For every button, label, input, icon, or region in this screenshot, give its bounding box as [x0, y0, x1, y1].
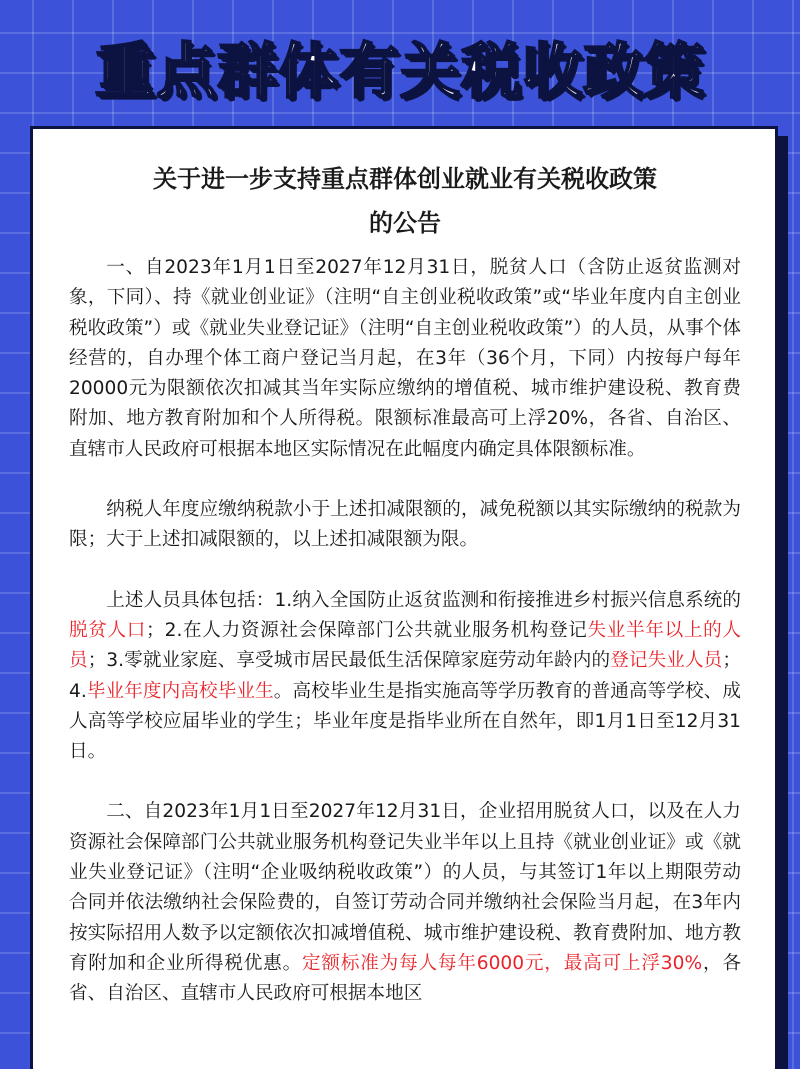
document-title-line-2: 的公告 [369, 209, 441, 237]
highlight-quota-standard: 定额标准为每人每年6000元，最高可上浮30% [302, 952, 703, 974]
highlight-poverty-population: 脱贫人口 [69, 619, 147, 641]
header-banner [0, 22, 800, 112]
page-title: 重点群体有关税收政策 [95, 37, 705, 107]
paragraph-2: 纳税人年度应缴纳税款小于上述扣减限额的，减免税额以其实际缴纳的税款为限；大于上述扣减限额的，以上述扣减限额为限。 [69, 499, 741, 551]
paragraph-1: 一、自2023年1月1日至2027年12月31日，脱贫人口（含防止返贫监测对象，下同）、持《就业创业证》（注明“自主创业税收政策”或“毕业年度内自主创业税收政策”）或《就业失业登记证》（注明“自主创业税收政策”）的人员，从事个体经营的，自办理个体工商户登记当月起，在3年（36个月，下同）内按每户每年20000元为限额依次扣减其当年实际应缴纳的增值税、城市维护建设税、教育费附加、地方教育附加和个人所得税。限额标准最高可上浮20%，各省、自治区、直辖市人民政府可根据本地区实际情况在此幅度内确定具体限额标准。 [69, 257, 741, 460]
document-title-line-1: 关于进一步支持重点群体创业就业有关税收政策 [153, 165, 657, 193]
paragraph-3 [69, 586, 741, 768]
paragraph-3-text-a: 上述人员具体包括：1.纳入全国防止返贫监测和衔接推进乡村振兴信息系统的 [106, 589, 741, 611]
paragraph-3-text-e: 。高校毕业生是指实施高等学历教育的普通高等学校、成人高等学校应届毕业的学生；毕业年度是指毕业所在自然年，即1月1日至12月31日。 [69, 680, 741, 763]
document-card [30, 126, 778, 1069]
paragraph-3-text-c: ；3.零就业家庭、享受城市居民最低生活保障家庭劳动年龄内的 [87, 650, 611, 672]
paragraph-4-text-a: 二、自2023年1月1日至2027年12月31日，企业招用脱贫人口，以及在人力资源社会保障部门公共就业服务机构登记失业半年以上且持《就业创业证》或《就业失业登记证》（注明“企业吸纳税收政策”）的人员，与其签订1年以上期限劳动合同并依法缴纳社会保险费的，自签订劳动合同并缴纳社会保险当月起，在3年内按实际招用人数予以定额依次扣减增值税、城市维护建设税、教育费附加、地方教育附加和企业所得税优惠。 [69, 801, 741, 974]
highlight-registered-unemployed: 登记失业人员 [610, 650, 723, 672]
paragraph-4 [69, 797, 741, 1009]
paragraph-3-text-b: ；2.在人力资源社会保障部门公共就业服务机构登记 [146, 619, 588, 641]
paragraph-4-text-b: ，各省、自治区、直辖市人民政府可根据本地区 [69, 952, 741, 1005]
document-title [69, 157, 741, 245]
highlight-unemployed-half-year: 失业半年以上的人员 [69, 619, 741, 672]
highlight-graduates: 毕业年度内高校毕业生 [86, 680, 274, 702]
paragraph-3-text-d: ；4. [69, 650, 741, 702]
